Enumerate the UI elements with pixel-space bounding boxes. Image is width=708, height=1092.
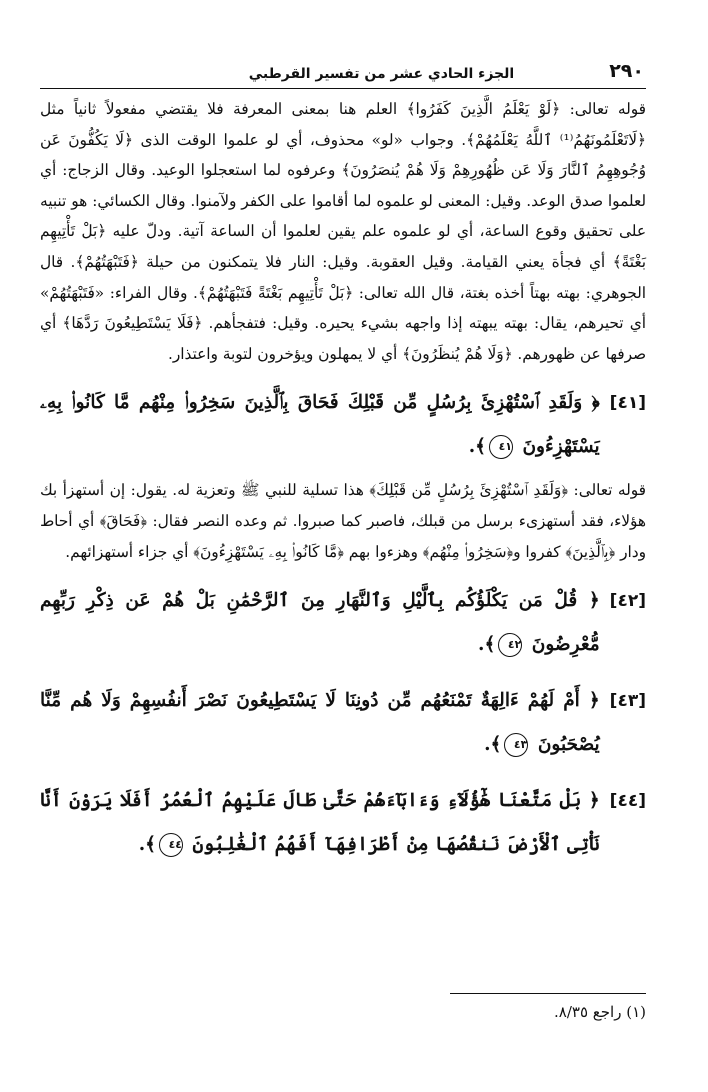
verse-number: [٤١] bbox=[609, 393, 646, 414]
verse-text-body: ﴿ قُلْ مَن يَكْلَؤُكُم بِٱلَّيْلِ وَٱلنَّهَارِ مِنَ ٱلرَّحْمَٰنِ بَلْ هُمْ عَن ذِكْرِ رَبِّهِم مُّعْرِضُونَ bbox=[40, 590, 600, 656]
verse-43 bbox=[40, 679, 646, 767]
ayah-end-mark: ٤٤ bbox=[159, 833, 183, 857]
verse-close: ﴾. bbox=[138, 834, 157, 856]
page-number: ٢٩٠ bbox=[609, 60, 644, 82]
ayah-end-mark: ٤٣ bbox=[504, 733, 528, 757]
verse-number: [٤٢] bbox=[609, 591, 646, 612]
page-header bbox=[40, 56, 646, 82]
verse-text bbox=[40, 679, 600, 767]
verse-text-body: ﴿ أَمْ لَهُمْ ءَالِهَةٌ تَمْنَعُهُم مِّن دُونِنَا لَا يَسْتَطِيعُونَ نَصْرَ أَنفُسِهِمْ وَلَا هُم مِّنَّا يُصْحَبُونَ bbox=[40, 690, 600, 756]
verse-number: [٤٤] bbox=[609, 791, 646, 812]
verse-text bbox=[40, 779, 600, 867]
verse-44 bbox=[40, 779, 646, 867]
verse-text bbox=[40, 381, 600, 469]
verse-close: ﴾. bbox=[484, 734, 502, 756]
header-divider bbox=[40, 88, 646, 89]
verse-41 bbox=[40, 381, 646, 469]
footnote: (١) راجع ٨/٣٥. bbox=[554, 1003, 646, 1021]
footnote-divider bbox=[450, 993, 646, 994]
verse-number: [٤٣] bbox=[609, 691, 646, 712]
commentary-paragraph-40: قوله تعالى: ﴿لَوْ يَعْلَمُ الَّذِينَ كَفَرُوا﴾ العلم هنا بمعنى المعرفة فلا يقتضي مفعولاً ثانياً مثل ﴿لَاتَعْلَمُونَهُمُ⁽¹⁾ ٱللَّهُ يَعْلَمُهُمْ﴾. وجواب «لو» محذوف، أي لو علموا الوقت الذى ﴿لَا يَكُفُّونَ عَن وُجُوهِهِمُ ٱلنَّارَ وَلَا عَن ظُهُورِهِمْ وَلَا هُمْ يُنصَرُونَ﴾ وعرفوه لما استعجلوا الوعيد. وقال الزجاج: أي لعلموا صدق الوعد. وقيل: المعنى لو علموه لما أقاموا على الكفر ولآمنوا. وقال الكسائي: هو تنبيه على تحقيق وقوع الساعة، أي لو علموه علم يقين لعلموا أن الساعة آتية. ودلّ عليه ﴿بَلْ تَأْتِيهِم بَغْتَةً﴾ أي فجأة يعني القيامة. وقيل العقوبة. وقيل: النار فلا يتمكنون من حيلة ﴿فَتَبْهَتُهُمْ﴾. قال الجوهري: بهته بهتاً أخذه بغتة، قال الله تعالى: ﴿بَلْ تَأْتِيهِم بَغْتَةً فَتَبْهَتُهُمْ﴾. وقال الفراء: «فَتَبْهَتُهُمْ» أي تحيرهم، يقال: بهته يبهته إذا واجهه بشيء يحيره. وقيل: فتفجأهم. ﴿فَلَا يَسْتَطِيعُونَ رَدَّهَا﴾ أي صرفها عن ظهورهم. ﴿وَلَا هُمْ يُنظَرُونَ﴾ أي لا يمهلون ويؤخرون لتوبة واعتذار. bbox=[40, 100, 646, 363]
verse-close: ﴾. bbox=[478, 634, 496, 656]
ayah-end-mark: ٤١ bbox=[489, 435, 513, 459]
verse-42 bbox=[40, 579, 646, 667]
running-title: الجزء الحادي عشر من تفسير القرطبي bbox=[248, 66, 515, 82]
page-body bbox=[40, 94, 646, 873]
verse-text-body: ﴿ بَلْ مَتَّعْنَا هَٰٓؤُلَآءِ وَءَابَآءَهُمْ حَتَّىٰ طَالَ عَلَيْهِمُ ٱلْعُمُرُ أَفَلَا يَرَوْنَ أَنَّا نَأْتِى ٱلْأَرْضَ نَنقُصُهَا مِنْ أَطْرَافِهَآ أَفَهُمُ ٱلْغَٰلِبُونَ bbox=[40, 790, 600, 856]
verse-text bbox=[40, 579, 600, 667]
ayah-end-mark: ٤٢ bbox=[498, 633, 522, 657]
commentary-paragraph-41: قوله تعالى: ﴿وَلَقَدِ ٱسْتُهْزِئَ بِرُسُلٍ مِّن قَبْلِكَ﴾ هذا تسلية للنبي ﷺ وتعزية له. يقول: إن أستهزأ بك هؤلاء، فقد أستهزىء برسل من قبلك، فاصبر كما صبروا. ثم وعده النصر فقال: ﴿فَحَاقَ﴾ أي أحاط ودار ﴿بِٱلَّذِينَ﴾ كفروا و﴿سَخِرُوا۟ مِنْهُم﴾ وهزءوا بهم ﴿مَّا كَانُوا۟ بِهِۦ يَسْتَهْزِءُونَ﴾ أي جزاء أستهزائهم. bbox=[40, 481, 646, 561]
verse-text-body: ﴿ وَلَقَدِ ٱسْتُهْزِئَ بِرُسُلٍ مِّن قَبْلِكَ فَحَاقَ بِٱلَّذِينَ سَخِرُوا۟ مِنْهُم مَّا كَانُوا۟ بِهِۦ يَسْتَهْزِءُونَ bbox=[40, 392, 600, 458]
verse-close: ﴾. bbox=[468, 436, 487, 458]
